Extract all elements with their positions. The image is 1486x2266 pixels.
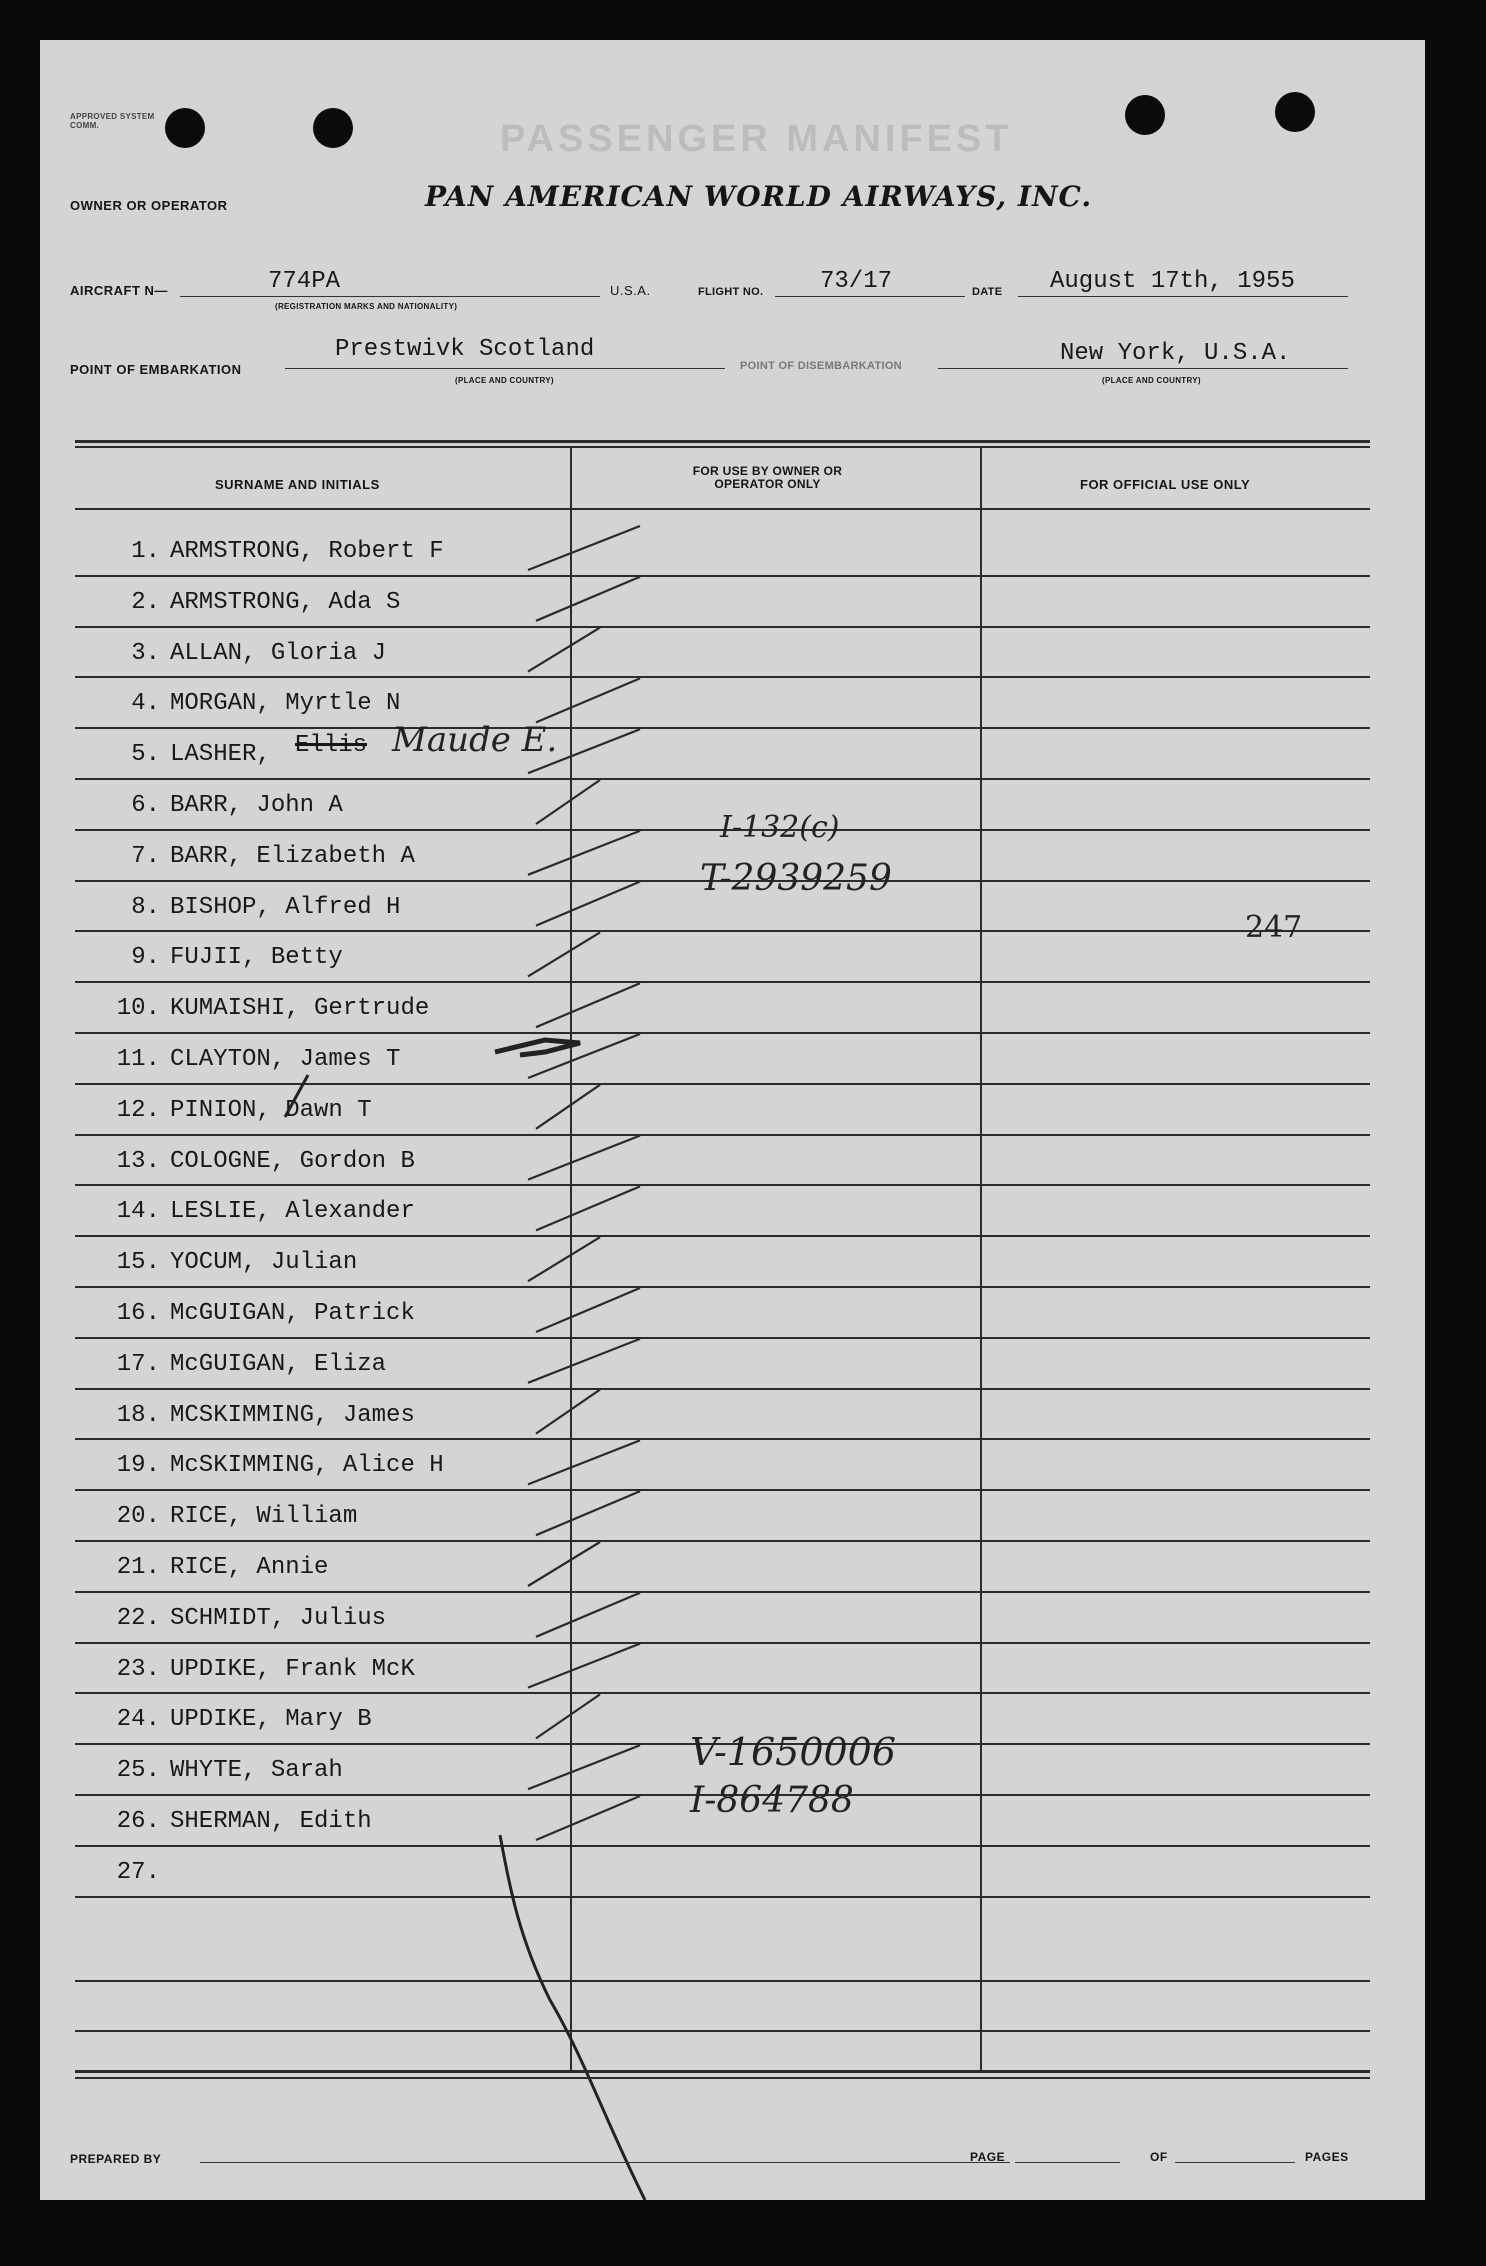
approval-stamp: APPROVED SYSTEM COMM. (70, 112, 155, 130)
passenger-name: ARMSTRONG, Robert F (170, 538, 444, 565)
row26-owner-note: I-864788 (690, 1780, 854, 1821)
row-number: 25. (116, 1757, 160, 1785)
prepared-by-label: PREPARED BY (70, 2152, 162, 2166)
passenger-name: WHYTE, Sarah (170, 1757, 343, 1785)
row5-struck-name: Ellis (295, 732, 368, 759)
check-tick (528, 1339, 640, 1383)
passenger-name: UPDIKE, Mary B (170, 1706, 372, 1734)
passenger-name: YOCUM, Julian (170, 1249, 358, 1277)
embark-value: Prestwivk Scotland (335, 336, 595, 363)
row-number: 11. (116, 1046, 160, 1073)
row-number: 12. (116, 1096, 160, 1124)
table-bottom-rule (75, 2077, 1370, 2079)
page-label: PAGE (970, 2150, 1006, 2164)
row-number: 13. (116, 1147, 160, 1175)
aircraft-label: AIRCRAFT N— (70, 283, 168, 298)
passenger-name: RICE, William (170, 1503, 358, 1531)
check-tick (528, 1237, 600, 1281)
check-tick (528, 1644, 640, 1688)
check-tick (536, 678, 640, 722)
passenger-name: COLOGNE, Gordon B (170, 1147, 415, 1175)
passenger-name: BISHOP, Alfred H (170, 893, 401, 921)
check-marks (40, 40, 1425, 2200)
row-number: 24. (116, 1706, 160, 1734)
check-tick (536, 1390, 600, 1434)
row5-handwritten-name: Maude E. (392, 720, 558, 760)
check-tick (528, 1542, 600, 1586)
flight-label: FLIGHT NO. (698, 286, 764, 298)
owner-value: PAN AMERICAN WORLD AIRWAYS, INC. (425, 180, 1093, 213)
row-number: 26. (116, 1808, 160, 1835)
passenger-name: PINION, Dawn T (170, 1096, 372, 1124)
long-bracket-stroke (500, 1835, 645, 2200)
check-tick (536, 1186, 640, 1230)
of-label: OF (1150, 2150, 1168, 2164)
passenger-name: ARMSTRONG, Ada S (170, 588, 401, 616)
check-tick (528, 526, 640, 570)
row-number: 16. (116, 1300, 160, 1327)
table-bottom-rule (75, 2070, 1370, 2073)
disembark-label: POINT OF DISEMBARKATION (740, 360, 902, 372)
pages-label: PAGES (1305, 2150, 1349, 2164)
of-line (1175, 2162, 1295, 2163)
embark-sub: (PLACE AND COUNTRY) (455, 376, 554, 385)
passenger-name: BARR, John A (170, 792, 343, 819)
passenger-name: FUJII, Betty (170, 944, 343, 972)
passenger-name: CLAYTON, James T (170, 1046, 401, 1073)
aircraft-sub: (REGISTRATION MARKS AND NATIONALITY) (275, 302, 458, 311)
row-number: 15. (116, 1249, 160, 1277)
check-tick (528, 932, 600, 976)
row-number: 2. (131, 588, 160, 616)
disembark-value: New York, U.S.A. (1060, 340, 1291, 367)
row-number: 6. (131, 792, 160, 819)
usa-label: U.S.A. (610, 283, 651, 298)
check-tick (536, 1593, 640, 1637)
row-number: 21. (116, 1554, 160, 1581)
column-header-owner: FOR USE BY OWNER OR OPERATOR ONLY (692, 464, 843, 491)
row-number: 1. (131, 538, 160, 565)
passenger-name: SCHMIDT, Julius (170, 1604, 387, 1632)
row-number: 19. (116, 1452, 160, 1480)
passenger-name: MCSKIMMING, James (170, 1401, 415, 1429)
row9-official-note: 247 (1245, 910, 1303, 945)
check-tick (528, 831, 640, 875)
flight-value: 73/17 (820, 268, 893, 295)
form-title: PASSENGER MANIFEST (500, 118, 1013, 160)
disembark-sub: (PLACE AND COUNTRY) (1102, 376, 1201, 385)
check-tick (528, 1136, 640, 1180)
passenger-name: SHERMAN, Edith (170, 1808, 372, 1835)
manifest-page (40, 40, 1425, 2200)
row-number: 8. (131, 893, 160, 921)
prepared-by-line (200, 2162, 1010, 2163)
clayton-scribble (495, 1040, 580, 1055)
passenger-name: KUMAISHI, Gertrude (170, 995, 430, 1023)
row-number: 27. (116, 1858, 160, 1886)
passenger-name: ALLAN, Gloria J (170, 639, 387, 667)
column-header-surname: SURNAME AND INITIALS (215, 477, 380, 492)
passenger-name: LESLIE, Alexander (170, 1198, 415, 1226)
passenger-name: BARR, Elizabeth A (170, 842, 415, 870)
row-number: 5. (131, 741, 160, 769)
check-tick (536, 983, 640, 1027)
row-number: 10. (116, 995, 160, 1023)
owner-label: OWNER OR OPERATOR (70, 198, 228, 213)
row-number: 14. (116, 1198, 160, 1226)
check-tick (536, 1694, 600, 1738)
check-tick (536, 1491, 640, 1535)
passenger-name: UPDIKE, Frank McK (170, 1655, 415, 1683)
row-number: 22. (116, 1604, 160, 1632)
row-number: 20. (116, 1503, 160, 1531)
check-tick (536, 882, 640, 926)
embark-label: POINT OF EMBARKATION (70, 362, 242, 377)
check-tick (528, 1745, 640, 1789)
passenger-name: LASHER, (170, 741, 271, 769)
pinion-slash (285, 1075, 308, 1117)
check-tick (536, 577, 640, 621)
row-number: 7. (131, 842, 160, 870)
column-header-official: FOR OFFICIAL USE ONLY (1080, 477, 1251, 492)
check-tick (536, 1085, 600, 1129)
row8-owner-note: T-2939259 (700, 858, 892, 899)
row7-owner-note: I-132(c) (720, 810, 840, 845)
page-line (1015, 2162, 1120, 2163)
check-tick (528, 628, 600, 672)
passenger-name: McGUIGAN, Eliza (170, 1350, 387, 1378)
check-tick (528, 729, 640, 773)
date-label: DATE (972, 286, 1003, 298)
check-tick (536, 1796, 640, 1840)
row-number: 18. (116, 1401, 160, 1429)
passenger-name: MORGAN, Myrtle N (170, 690, 401, 718)
row-number: 4. (131, 690, 160, 718)
row25-owner-note: V-1650006 (690, 1730, 897, 1774)
check-tick (536, 1288, 640, 1332)
row-number: 17. (116, 1350, 160, 1378)
row-number: 23. (116, 1655, 160, 1683)
row-number: 9. (131, 944, 160, 972)
check-tick (528, 1440, 640, 1484)
check-tick (536, 780, 600, 824)
row-number: 3. (131, 639, 160, 667)
aircraft-value: 774PA (268, 268, 341, 295)
passenger-name: McGUIGAN, Patrick (170, 1300, 415, 1327)
date-value: August 17th, 1955 (1050, 268, 1295, 295)
passenger-name: RICE, Annie (170, 1554, 329, 1581)
passenger-name: McSKIMMING, Alice H (170, 1452, 444, 1480)
